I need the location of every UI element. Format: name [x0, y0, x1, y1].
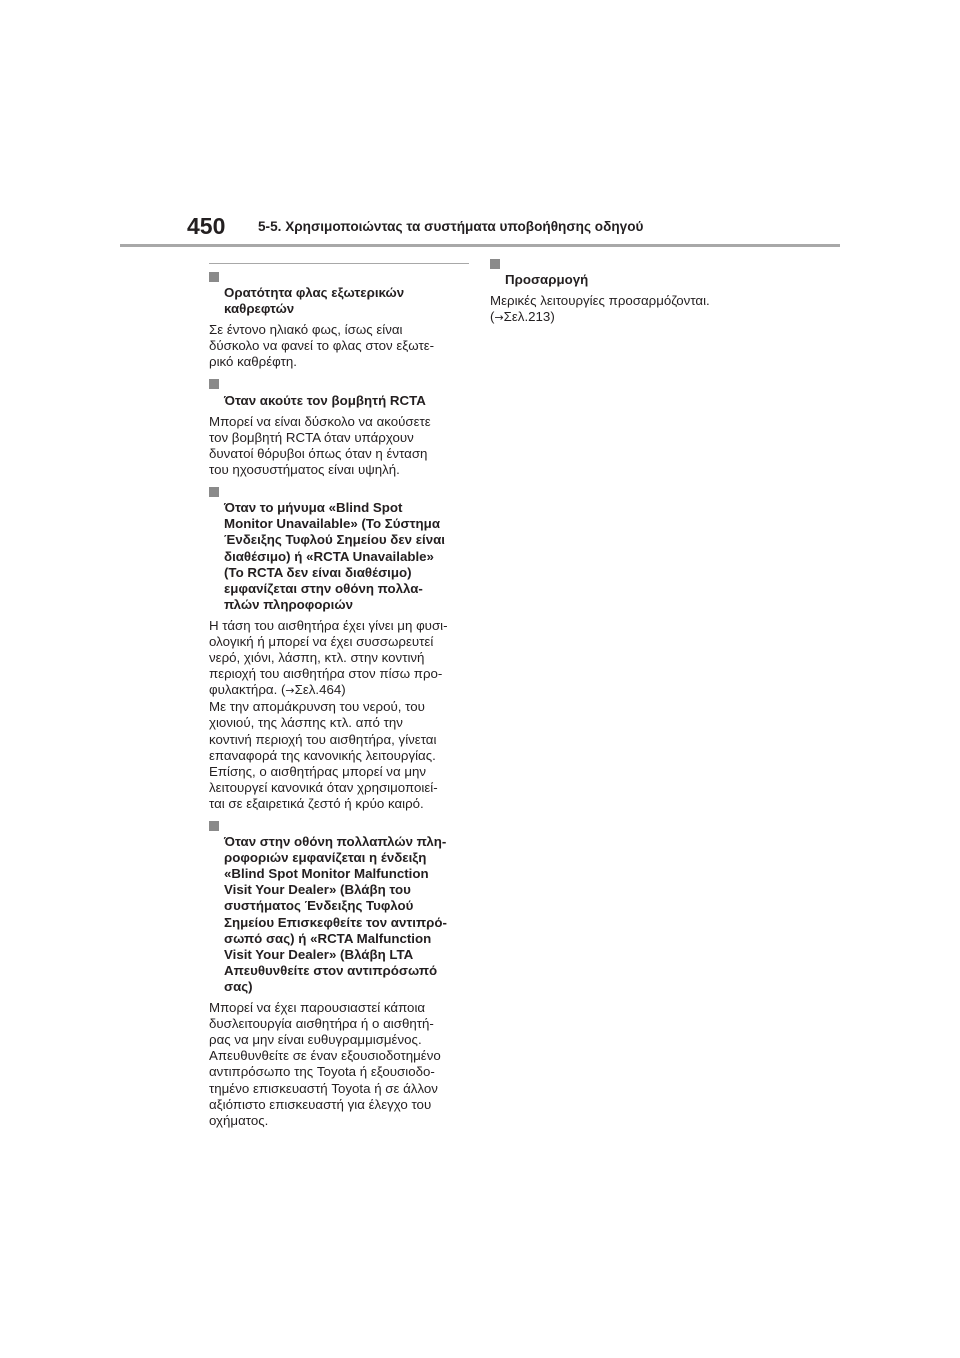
page-reference: Σελ.213) — [503, 309, 555, 325]
section-title: 5-5. Χρησιμοποιώντας τα συστήματα υποβοήθησης οδηγού — [258, 219, 644, 234]
item-customization — [490, 256, 760, 326]
item-heading-text: Όταν ακούτε τον βομβητή RCTA — [224, 392, 426, 408]
bullet-square-icon — [209, 379, 219, 389]
left-column — [209, 263, 469, 1135]
item-heading-text: Προσαρμογή — [505, 272, 589, 288]
page-number: 450 — [187, 213, 226, 239]
item-heading-text: Όταν στην οθόνη πολλαπλών πλη- ροφοριών εμφανίζεται η ένδειξη «Blind Spot Monitor Malfunction Visit Your Dealer» (Βλάβη του συστήματος Ένδειξης Τυφλού Σημείου Επισκεφθείτε τον αντιπρό- σωπό σας) ή «RCTA Malfunction Visit Your Dealer» (Βλάβη LTA Απευθυνθείτε στον αντιπρόσωπό σας) — [224, 834, 447, 994]
bullet-square-icon — [490, 259, 500, 269]
item-heading — [209, 377, 469, 409]
item-rcta-buzzer — [209, 377, 469, 479]
body-text-part-a: Η τάση του αισθητήρα έχει γίνει μη φυσι- ολογική ή μπορεί να έχει συσσωρευτεί νερό, χιόνι, λάσπη, κτλ. στην κοντινή περιοχή του αισθητήρα στον πίσω προ- φυλακτήρα. ( — [209, 617, 448, 698]
item-heading — [209, 269, 469, 317]
item-heading — [209, 484, 469, 613]
page-reference: Σελ.464) — [294, 682, 346, 698]
arrow-right-icon: → — [285, 684, 295, 698]
item-heading — [209, 818, 469, 995]
paren-open: ( — [490, 309, 495, 325]
bullet-square-icon — [209, 272, 219, 282]
item-body-text — [209, 618, 469, 812]
item-body-text: Μπορεί να έχει παρουσιαστεί κάποια δυσλειτουργία αισθητήρα ή ο αισθητή- ρας να μην είναι ευθυγραμμισμένος. Απευθυνθείτε σε έναν εξουσιοδοτημένο αντιπρόσωπο της Toyota ή εξουσιοδο- τημένο επισκευαστή Toyota ή σε άλλον αξιόπιστο επισκευαστή για έλεγχο του οχήματος. — [209, 1000, 441, 1128]
bullet-square-icon — [209, 821, 219, 831]
item-heading-text: Ορατότητα φλας εξωτερικών καθρεφτών — [224, 285, 405, 317]
page-header — [187, 213, 747, 243]
item-body-text: Σε έντονο ηλιακό φως, ίσως είναι δύσκολο να φανεί το φλας στον εξωτε- ρικό καθρέφτη. — [209, 322, 435, 370]
right-column — [490, 256, 760, 332]
body-text: Μερικές λειτουργίες προσαρμόζονται. — [490, 293, 710, 309]
item-body-text — [490, 293, 760, 326]
item-body-text: Μπορεί να είναι δύσκολο να ακούσετε τον βομβητή RCTA όταν υπάρχουν δυνατοί θόρυβοι όπως όταν η ένταση του ηχοσυστήματος είναι υψηλή. — [209, 413, 431, 478]
body-text-part-b: Με την απομάκρυνση του νερού, του χιονιού, της λάσπης κτλ. από την κοντινή περιοχή του αισθητήρα, γίνεται επαναφορά της κανονικής λειτουργίας. Επίσης, ο αισθητήρας μπορεί να μην λειτουργεί κανονικά όταν χρησιμοποιεί- ται σε εξαιρετικά ζεστό ή κρύο καιρό. — [209, 699, 438, 811]
item-heading — [490, 256, 760, 288]
item-malfunction-message — [209, 818, 469, 1129]
bullet-square-icon — [209, 487, 219, 497]
item-mirror-signal-visibility — [209, 269, 469, 371]
header-divider — [120, 244, 840, 247]
item-unavailable-message — [209, 484, 469, 812]
item-heading-text: Όταν το μήνυμα «Blind Spot Monitor Unavailable» (Το Σύστημα Ένδειξης Τυφλού Σημείου δεν είναι διαθέσιμο) ή «RCTA Unavailable» (Το RCTA δεν είναι διαθέσιμο) εμφανίζεται στην οθόνη πολλα- πλών πληροφοριών — [224, 500, 446, 612]
arrow-right-icon: → — [494, 311, 504, 325]
